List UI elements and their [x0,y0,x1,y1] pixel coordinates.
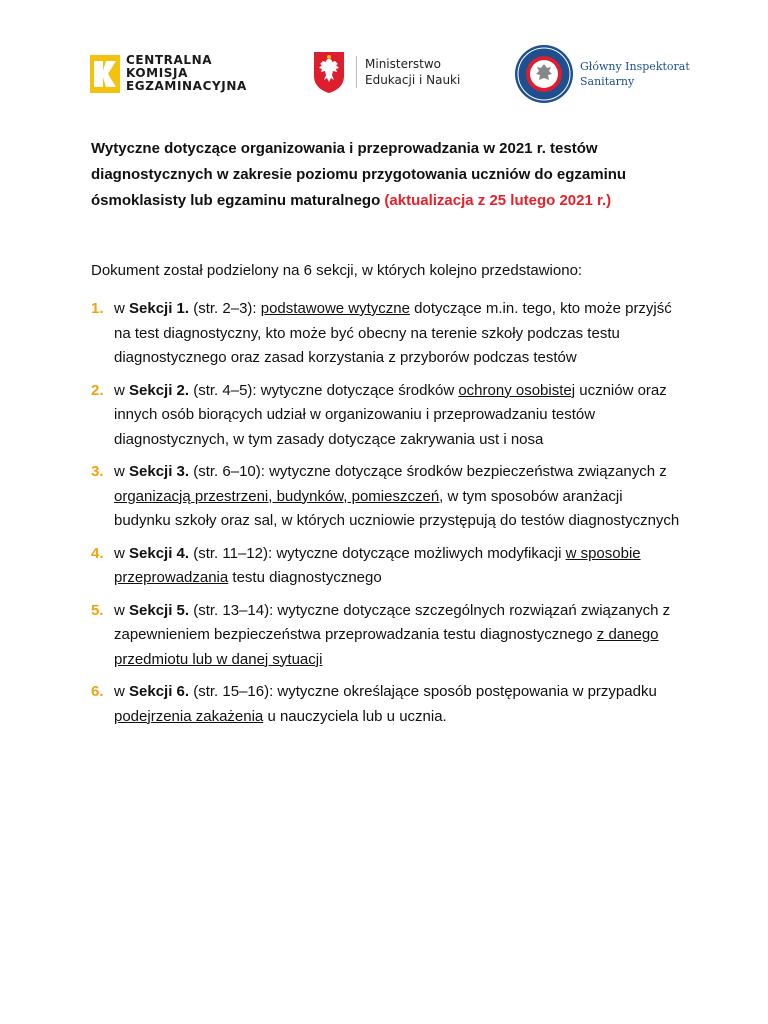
gis-line-2: Sanitarny [580,75,635,88]
item-post: testu diagnostycznego [228,569,382,586]
item-number: 4. [91,544,104,562]
item-highlight: podstawowe wytyczne [260,300,410,317]
item-highlight: ochrony osobistej [458,381,576,399]
update-note: (aktualizacja z 25 lutego 2021 r.) [384,192,612,209]
item-pre: wytyczne dotyczące szczególnych rozwiązań związanych z zapewnieniem bezpieczeństwa przeprowadzania testu diagnostycznego [114,601,671,643]
item-highlight: podejrzenia zakażenia [114,707,264,725]
item-number: 5. [91,601,104,619]
document-title [91,136,691,214]
item-number: 6. [91,683,104,700]
cke-line-3: EGZAMINACYJNA [126,79,247,93]
item-post: dotyczące m.in. tego, kto może przyjść na test diagnostyczny, kto może być obecny na terenie szkoły podczas testu diagnostycznego oraz zasad korzystania z przyborów podczas testów [114,300,672,366]
list-item [91,297,681,371]
item-number: 1. [91,300,104,317]
item-post: w tym sposobów aranżacji budynku szkoły oraz sal, w których uczniowie przystępują do testów diagnostycznych [114,487,680,529]
item-pages: (str. 11–12): [189,544,277,562]
item-pages: (str. 6–10): [189,463,270,480]
cke-line-1: CENTRALNA [126,53,213,67]
item-highlight: organizacją przestrzeni, budynków, pomieszczeń, [114,487,444,505]
men-line-2: Edukacji i Nauki [365,73,461,87]
item-number: 3. [91,463,104,480]
sections-list [91,297,681,737]
gis-logo [514,44,690,104]
item-prefix: w [114,601,129,619]
item-pre: wytyczne dotyczące środków [260,381,459,399]
gis-line-1: Główny Inspektorat [580,60,690,73]
item-pre: wytyczne określające sposób postępowania w przypadku [277,683,657,700]
item-section: Sekcji 6. [129,683,190,700]
men-logo-text [356,56,460,88]
item-post: uczniów oraz innych osób biorących udział w organizowaniu i przeprowadzaniu testów diagnostycznych, w tym zasady dotyczące zakrywania ust i nosa [114,381,667,448]
item-highlight: z danego przedmiotu lub w danej sytuacji [114,626,659,668]
men-line-1: Ministerstwo [365,57,442,71]
item-prefix: w [114,544,129,562]
item-pages: (str. 2–3): [189,300,261,317]
gis-logo-text [580,59,690,89]
item-pages: (str. 15–16): [189,683,278,700]
cke-logo-icon [90,55,120,93]
cke-logo-text [126,54,247,93]
item-highlight: w sposobie przeprowadzania [114,544,641,586]
header-logos [90,44,690,110]
eagle-emblem-icon [312,50,346,94]
list-item [91,542,681,591]
item-section: Sekcji 3. [129,463,190,480]
item-pre: wytyczne dotyczące środków bezpieczeństwa związanych z [269,463,667,480]
item-section: Sekcji 1. [129,300,190,317]
cke-line-2: KOMISJA [126,66,188,80]
item-pages: (str. 13–14): [189,601,278,619]
item-section: Sekcji 4. [129,544,190,562]
gis-seal-icon [514,44,574,104]
item-number: 2. [91,381,104,399]
title-text: Wytyczne dotyczące organizowania i przeprowadzania w 2021 r. testów diagnostycznych w zakresie poziomu przygotowania uczniów do egzaminu ósmoklasisty lub egzaminu maturalnego [91,140,627,209]
item-prefix: w [114,683,129,700]
cke-logo [90,54,247,93]
item-prefix: w [114,300,129,317]
item-pre: wytyczne dotyczące możliwych modyfikacji [276,544,566,562]
item-prefix: w [114,381,129,399]
list-item [91,599,681,673]
list-item [91,460,681,534]
list-item [91,680,681,729]
item-section: Sekcji 2. [129,381,190,399]
item-section: Sekcji 5. [129,601,190,619]
intro-text: Dokument został podzielony na 6 sekcji, w których kolejno przedstawiono: [91,262,583,279]
item-prefix: w [114,463,129,480]
item-post: u nauczyciela lub u ucznia. [263,707,447,725]
list-item [91,379,681,453]
men-logo [312,50,460,94]
item-pages: (str. 4–5): [189,381,261,399]
